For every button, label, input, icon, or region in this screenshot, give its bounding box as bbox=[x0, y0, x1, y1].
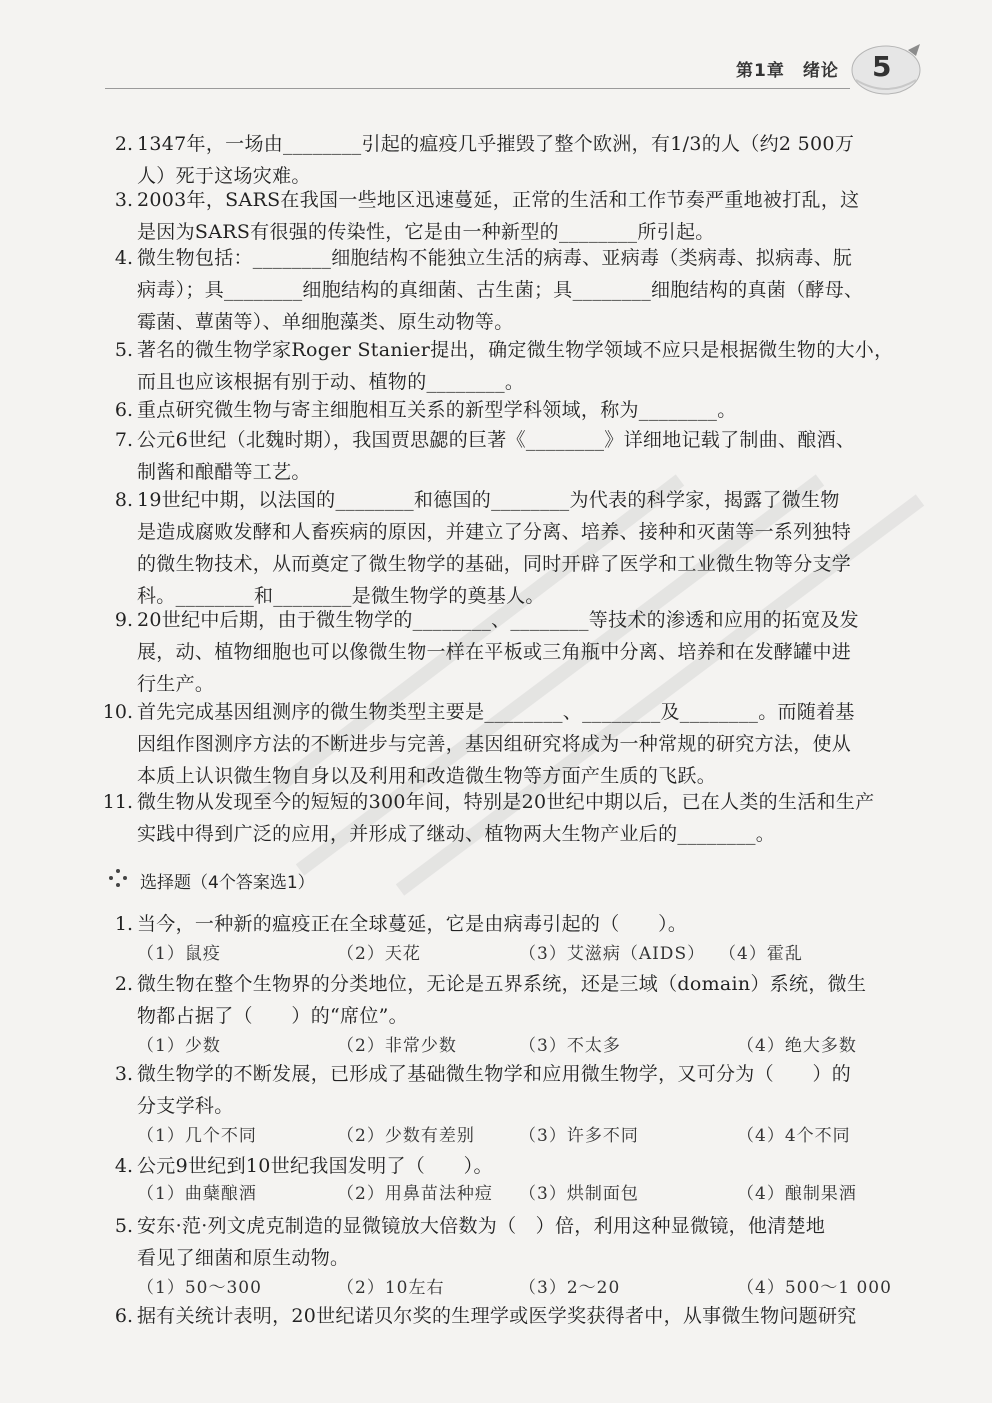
option: （1）鼠疫 bbox=[137, 944, 221, 964]
question-text: 微生物包括：________细胞结构不能独立生活的病毒、亚病毒（类病毒、拟病毒、朊 bbox=[137, 247, 853, 269]
question-number: 5. bbox=[114, 339, 133, 361]
question-text: 科。________和________是微生物学的奠基人。 bbox=[137, 585, 545, 607]
question-number: 2. bbox=[114, 133, 133, 155]
chapter-title: 第1章 绪论 bbox=[736, 61, 839, 81]
option: （1）50～300 bbox=[137, 1278, 262, 1298]
question-text: 1347年，一场由________引起的瘟疫几乎摧毁了整个欧洲，有1/3的人（约2 500万 bbox=[137, 133, 855, 155]
question-text: 人）死于这场灾难。 bbox=[137, 165, 311, 187]
question-text: 19世纪中期，以法国的________和德国的________为代表的科学家，揭露了微生物 bbox=[137, 489, 840, 511]
option: （4）绝大多数 bbox=[737, 1036, 857, 1056]
option: （3）不太多 bbox=[519, 1036, 621, 1056]
section-title: 选择题（4个答案选1） bbox=[140, 873, 315, 893]
option: （2）天花 bbox=[337, 944, 421, 964]
question-number: 9. bbox=[114, 609, 133, 631]
option: （3）艾滋病（AIDS） bbox=[519, 944, 706, 964]
question-number: 2. bbox=[114, 973, 133, 995]
option: （4）酿制果酒 bbox=[737, 1184, 857, 1204]
question-text: 的微生物技术，从而奠定了微生物学的基础，同时开辟了医学和工业微生物等分支学 bbox=[137, 553, 852, 575]
question-number: 3. bbox=[114, 189, 133, 211]
option: （2）10左右 bbox=[337, 1278, 445, 1298]
question-number: 8. bbox=[114, 489, 133, 511]
question-text: 展，动、植物细胞也可以像微生物一样在平板或三角瓶中分离、培养和在发酵罐中进 bbox=[137, 641, 852, 663]
question-number: 7. bbox=[114, 429, 133, 451]
question-text: 当今，一种新的瘟疫正在全球蔓延，它是由病毒引起的（ ）。 bbox=[137, 913, 688, 935]
option: （2）用鼻苗法种痘 bbox=[337, 1184, 493, 1204]
question-number: 6. bbox=[114, 399, 133, 421]
question-number: 1. bbox=[114, 913, 133, 935]
option: （3）2～20 bbox=[519, 1278, 621, 1298]
question-text: 微生物从发现至今的短短的300年间，特别是20世纪中期以后，已在人类的生活和生产 bbox=[137, 791, 875, 813]
question-number: 4. bbox=[114, 247, 133, 269]
option: （2）非常少数 bbox=[337, 1036, 457, 1056]
section-heading bbox=[108, 868, 315, 893]
option-row bbox=[137, 1122, 917, 1150]
question-text: 微生物在整个生物界的分类地位，无论是五界系统，还是三域（domain）系统，微生 bbox=[137, 973, 867, 995]
question-text: 而且也应该根据有别于动、植物的________。 bbox=[137, 371, 525, 393]
option: （3）许多不同 bbox=[519, 1126, 639, 1146]
question-number: 5. bbox=[114, 1215, 133, 1237]
question-text: 分支学科。 bbox=[137, 1095, 234, 1117]
question-text: 因组作图测序方法的不断进步与完善，基因组研究将成为一种常规的研究方法，使从 bbox=[137, 733, 852, 755]
option: （4）霍乱 bbox=[719, 944, 803, 964]
question-text: 是造成腐败发酵和人畜疾病的原因，并建立了分离、培养、接种和灭菌等一系列独特 bbox=[137, 521, 852, 543]
question-text: 霉菌、蕈菌等）、单细胞藻类、原生动物等。 bbox=[137, 311, 514, 333]
question-text: 是因为SARS有很强的传染性，它是由一种新型的________所引起。 bbox=[137, 221, 715, 243]
question-text: 公元9世纪到10世纪我国发明了（ ）。 bbox=[137, 1155, 493, 1177]
question-text: 物都占据了（ ）的“席位”。 bbox=[137, 1005, 408, 1027]
option-row bbox=[137, 1274, 917, 1302]
option-row bbox=[137, 940, 917, 968]
question-text: 制酱和酿醋等工艺。 bbox=[137, 461, 311, 483]
option: （1）少数 bbox=[137, 1036, 221, 1056]
question-text: 看见了细菌和原生动物。 bbox=[137, 1247, 350, 1269]
question-text: 本质上认识微生物自身以及利用和改造微生物等方面产生质的飞跃。 bbox=[137, 765, 717, 787]
page-number: 5 bbox=[872, 50, 892, 83]
question-text: 病毒）；具________细胞结构的真细菌、古生菌；具________细胞结构的真菌（酵母、 bbox=[137, 279, 864, 301]
page-header bbox=[0, 40, 992, 96]
question-text: 重点研究微生物与寄主细胞相互关系的新型学科领域，称为________。 bbox=[137, 399, 737, 421]
option: （1）曲蘖酿酒 bbox=[137, 1184, 257, 1204]
question-text: 著名的微生物学家Roger Stanier提出，确定微生物学领域不应只是根据微生物的大小， bbox=[137, 339, 894, 361]
option: （1）几个不同 bbox=[137, 1126, 257, 1146]
question-text: 2003年，SARS在我国一些地区迅速蔓延，正常的生活和工作节奏严重地被打乱，这 bbox=[137, 189, 860, 211]
option: （4）500～1 000 bbox=[737, 1278, 892, 1298]
question-text: 安东·范·列文虎克制造的显微镜放大倍数为（ ）倍，利用这种显微镜，他清楚地 bbox=[137, 1215, 826, 1237]
four-point-star-icon bbox=[108, 868, 130, 893]
question-number: 4. bbox=[114, 1155, 133, 1177]
question-text: 微生物学的不断发展，已形成了基础微生物学和应用微生物学，又可分为（ ）的 bbox=[137, 1063, 852, 1085]
question-text: 公元6世纪（北魏时期），我国贾思勰的巨著《________》详细地记载了制曲、酿酒、 bbox=[137, 429, 856, 451]
question-text: 20世纪中后期，由于微生物学的________、________等技术的渗透和应用的拓宽及发 bbox=[137, 609, 859, 631]
option-row bbox=[137, 1032, 917, 1060]
option: （2）少数有差别 bbox=[337, 1126, 475, 1146]
question-text: 首先完成基因组测序的微生物类型主要是________、________及________。而随着基 bbox=[137, 701, 855, 723]
question-number: 11. bbox=[102, 791, 133, 813]
option: （4）4个不同 bbox=[737, 1126, 851, 1146]
question-text: 行生产。 bbox=[137, 673, 215, 695]
option: （3）烘制面包 bbox=[519, 1184, 639, 1204]
option-row bbox=[137, 1180, 917, 1208]
header-rule bbox=[105, 88, 850, 89]
question-text: 实践中得到广泛的应用，并形成了继动、植物两大生物产业后的________。 bbox=[137, 823, 776, 845]
question-text: 据有关统计表明，20世纪诺贝尔奖的生理学或医学奖获得者中，从事微生物问题研究 bbox=[137, 1305, 857, 1327]
question-number: 3. bbox=[114, 1063, 133, 1085]
question-number: 10. bbox=[102, 701, 133, 723]
question-number: 6. bbox=[114, 1305, 133, 1327]
